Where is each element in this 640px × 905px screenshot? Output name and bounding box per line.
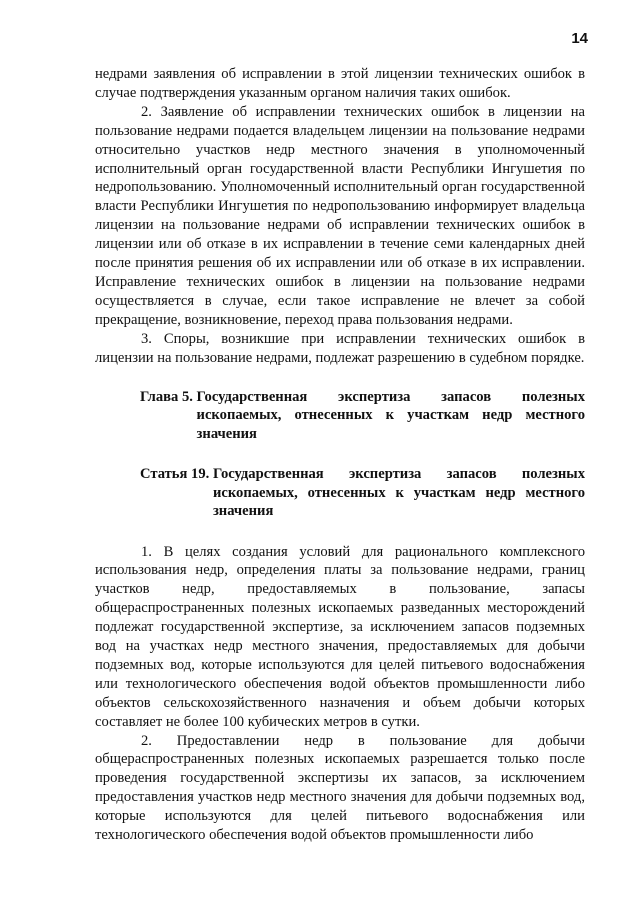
article-title: Государственная экспертиза запасов полезных ископаемых, отнесенных к участкам недр местного значения <box>212 466 585 519</box>
article-paragraph-1: 1. В целях создания условий для рационального комплексного использования недр, определения платы за пользование недрами, границ участков недр, предоставляемых в пользование, запасы общераспространенных полезных ископаемых разведанных месторождений подлежат государственной экспертизе, за исключением запасов подземных вод на участках недр местного значения, предоставляемых для добычи подземных вод, которые используются для целей питьевого водоснабжения или технологического обеспечения водой объектов промышленности либо объектов сельскохозяйственного назначения и объем добычи которых составляет не более 100 кубических метров в сутки. <box>95 543 585 730</box>
chapter-heading <box>140 388 585 444</box>
paragraph-item-3: 3. Споры, возникшие при исправлении технических ошибок в лицензии на пользование недрами, подлежат разрешению в судебном порядке. <box>95 330 585 366</box>
article-paragraph-2: 2. Предоставлении недр в пользование для добычи общераспространенных полезных ископаемых разрешается только после проведения государственной экспертизы их запасов, за исключением предоставления участков недр местного значения для добычи подземных вод, которые используются для целей питьевого водоснабжения или технологического обеспечения водой объектов промышленности либо <box>95 732 585 844</box>
paragraph-item-2: 2. Заявление об исправлении технических ошибок в лицензии на пользование недрами подается владельцем лицензии на пользование недрами относительно участков недр местного значения в уполномоченный исполнительный орган государственной власти Республики Ингушетия по недропользованию. Уполномоченный исполнительный орган государственной власти Республики Ингушетия по недропользованию информирует владельца лицензии на пользование недрами об исправлении технических ошибок в лицензии или об отказе в их исправлении в течение семи календарных дней после принятия решения об их исправлении или об отказе в их исправлении. Исправление технических ошибок в лицензии на пользование недрами осуществляется в случае, если такое исправление не влечет за собой прекращение, возникновение, переход права пользования недрами. <box>95 103 585 328</box>
chapter-title: Государственная экспертиза запасов полезных ископаемых, отнесенных к участкам недр местного значения <box>196 388 585 442</box>
paragraph-continuation: недрами заявления об исправлении в этой лицензии технических ошибок в случае подтверждения указанным органом наличия таких ошибок. <box>95 66 585 101</box>
article-label: Статья 19. <box>140 466 213 482</box>
page-number: 14 <box>571 30 588 47</box>
document-body <box>95 65 585 845</box>
article-heading <box>140 465 585 521</box>
chapter-label: Глава 5. <box>140 388 197 405</box>
